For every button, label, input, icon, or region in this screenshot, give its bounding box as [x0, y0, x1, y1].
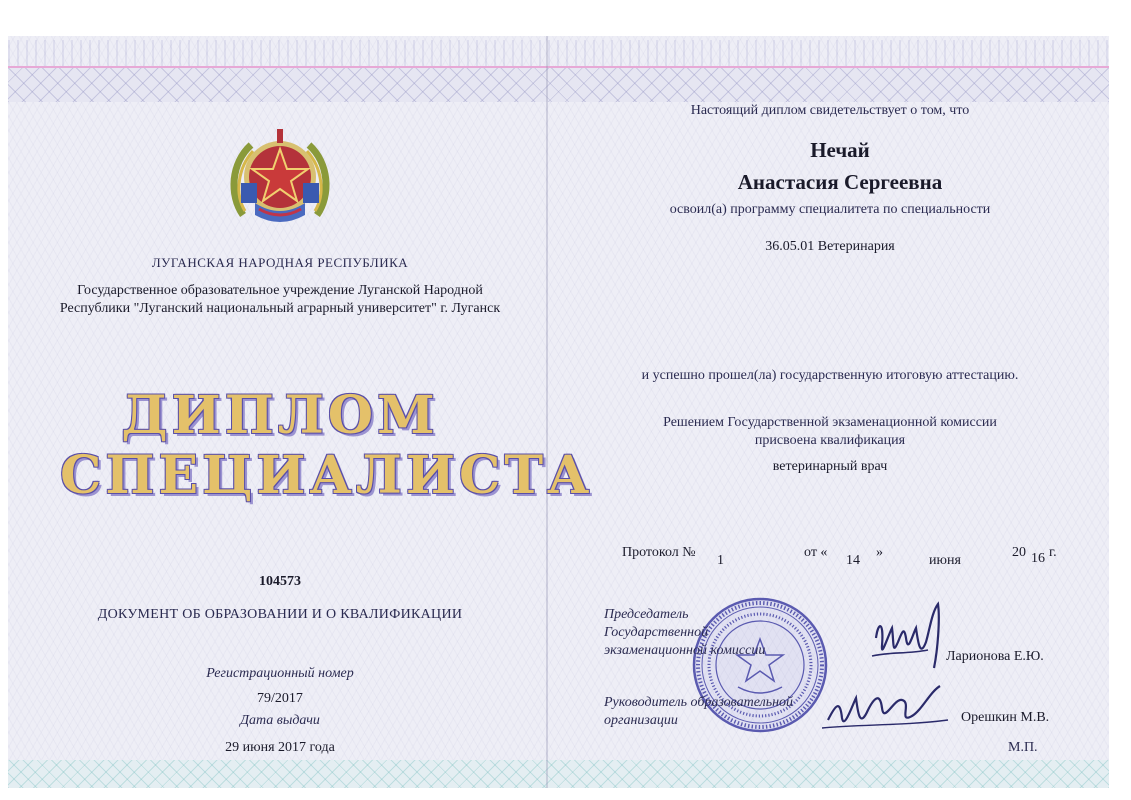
protocol-from-label: от « [804, 545, 828, 560]
protocol-day: 14 [846, 553, 860, 568]
center-fold [546, 36, 548, 788]
serial-number: 104573 [259, 574, 301, 589]
registration-number: 79/2017 [257, 691, 303, 706]
protocol-number: 1 [717, 553, 724, 568]
attestation-text: и успешно прошел(ла) государственную итоговую аттестацию. [641, 368, 1019, 383]
qualification: ветеринарный врач [772, 459, 888, 474]
commission-decision-line2: присвоена квалификация [754, 433, 906, 448]
chairman-label-line3: экзаменационной комиссии [604, 643, 766, 658]
graduate-surname: Нечай [810, 138, 870, 162]
protocol-year-prefix: 20 [1012, 545, 1026, 560]
protocol-year-suffix: 16 [1031, 551, 1045, 566]
head-label-line2: организации [604, 713, 678, 728]
institution-name-line1: Государственное образовательное учреждение Луганской Народной [77, 283, 483, 298]
protocol-close-quote: » [876, 545, 883, 560]
stamp-place-label: М.П. [1008, 740, 1038, 755]
diploma-title-line2: СПЕЦИАЛИСТА [60, 445, 594, 506]
top-ornament-band [8, 66, 1109, 102]
protocol-year-label: г. [1049, 545, 1057, 560]
diploma-title-line1: ДИПЛОМ [121, 385, 439, 446]
bottom-ornament-band [8, 760, 1109, 788]
protocol-label: Протокол № [622, 545, 696, 560]
issue-date: 29 июня 2017 года [225, 740, 335, 755]
republic-name: ЛУГАНСКАЯ НАРОДНАЯ РЕСПУБЛИКА [151, 255, 409, 270]
signature-icon [822, 680, 952, 735]
chairman-label-line1: Председатель [604, 607, 689, 622]
registration-number-label: Регистрационный номер [206, 666, 354, 681]
signature-icon [868, 598, 948, 683]
chairman-name: Ларионова Е.Ю. [946, 649, 1044, 664]
certify-text: Настоящий диплом свидетельствует о том, что [690, 103, 970, 118]
institution-name-line2: Республики "Луганский национальный аграрный университет" г. Луганск [59, 301, 501, 316]
head-label-line1: Руководитель образовательной [604, 695, 794, 710]
chairman-label [604, 606, 804, 660]
protocol-month: июня [929, 553, 961, 568]
head-label [604, 694, 804, 730]
issue-date-label: Дата выдачи [240, 713, 320, 728]
head-name: Орешкин М.В. [961, 710, 1050, 725]
coat-of-arms-icon [225, 125, 335, 235]
graduate-given-names: Анастасия Сергеевна [737, 170, 943, 194]
protocol-row [622, 545, 1082, 575]
specialty: 36.05.01 Ветеринария [765, 239, 895, 254]
document-type: ДОКУМЕНТ ОБ ОБРАЗОВАНИИ И О КВАЛИФИКАЦИИ [97, 607, 463, 622]
program-mastered-text: освоил(а) программу специалитета по специальности [669, 202, 991, 217]
commission-decision-line1: Решением Государственной экзаменационной комиссии [663, 415, 997, 430]
chairman-label-line2: Государственной [604, 625, 709, 640]
